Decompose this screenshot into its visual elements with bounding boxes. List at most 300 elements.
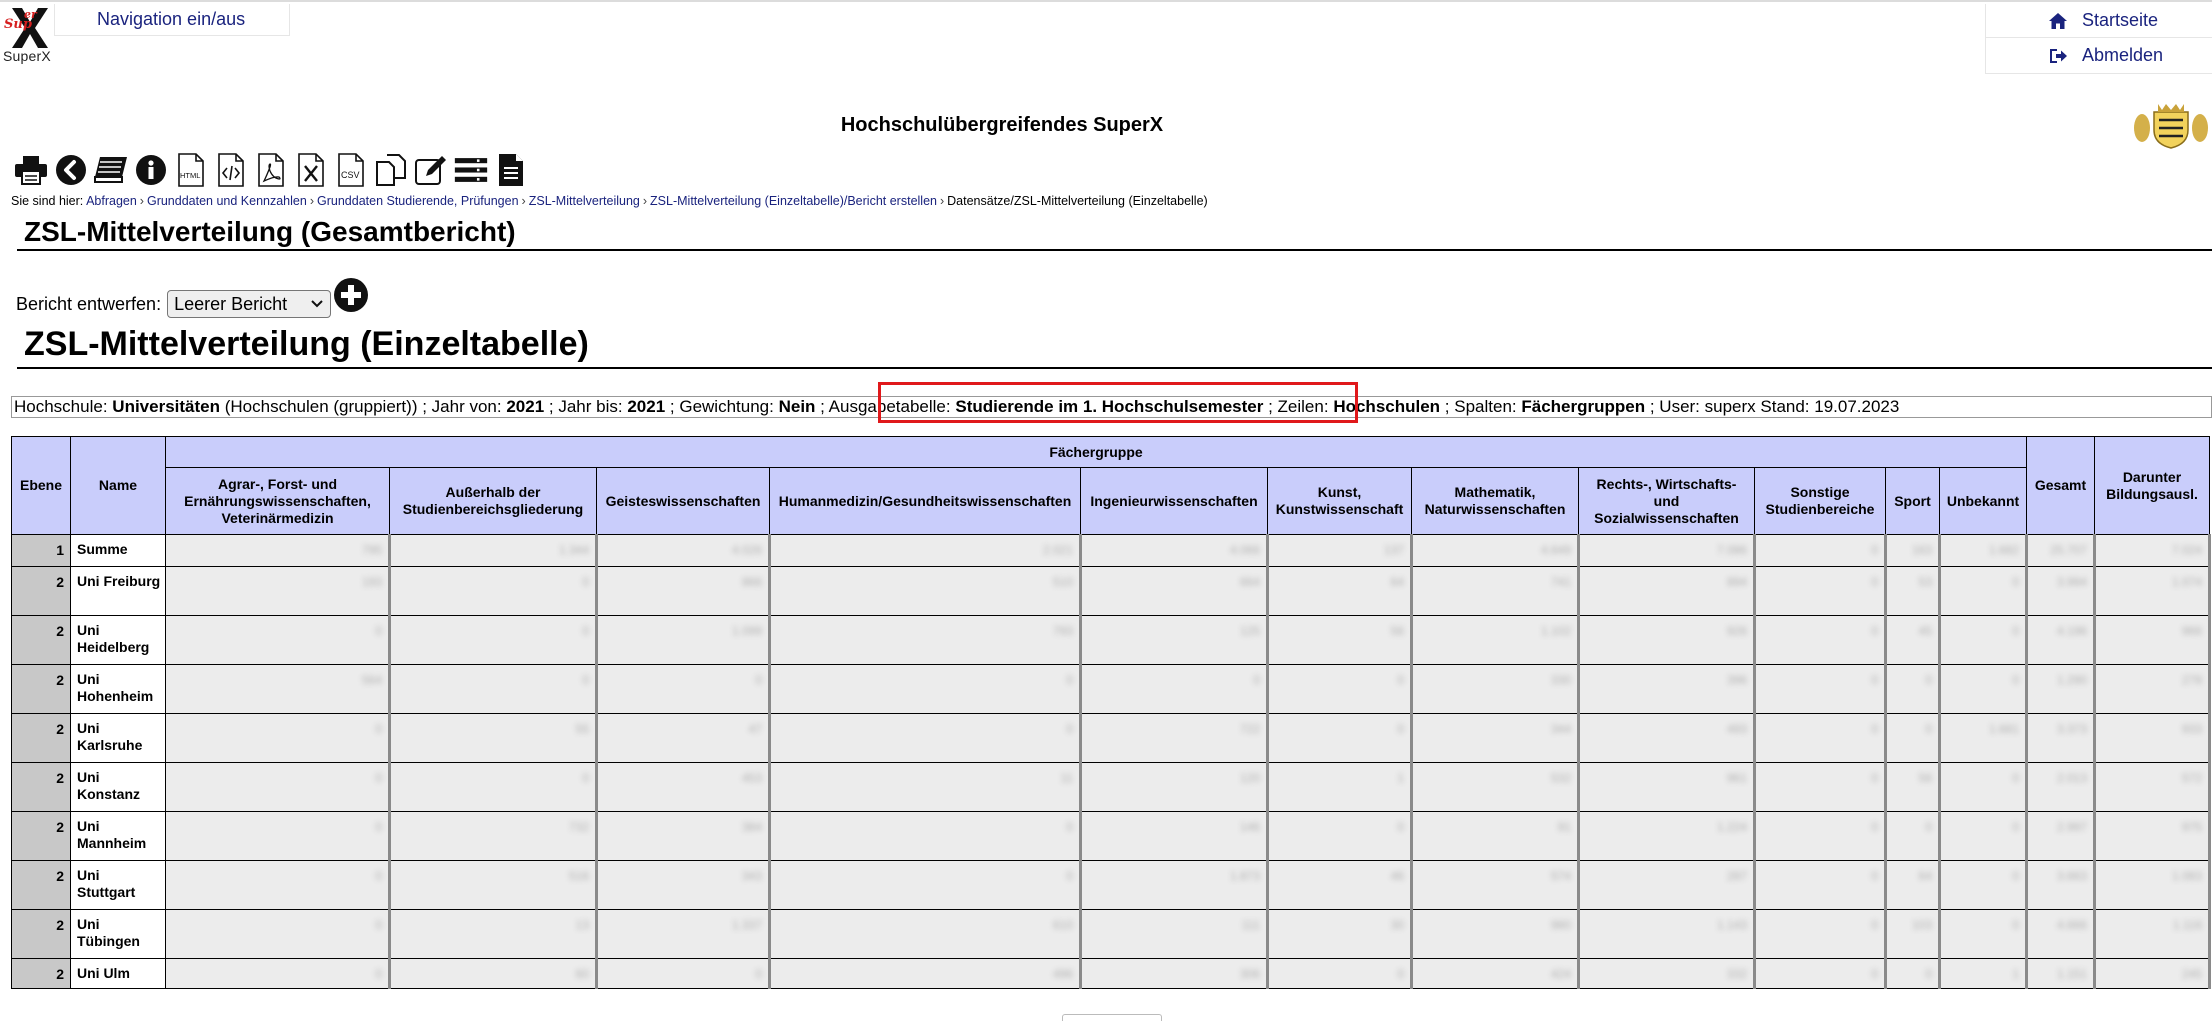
cell-name[interactable]: Uni Karlsruhe (71, 714, 166, 763)
cell-value-text: 0 (1925, 722, 1932, 736)
cell-value-text: 13 (575, 918, 589, 932)
chevron-down-icon (310, 299, 324, 309)
cell-value (166, 812, 390, 861)
cell-value (1755, 763, 1886, 812)
cell-value (1579, 763, 1755, 812)
csv-icon (337, 153, 365, 187)
cell-value (1412, 763, 1579, 812)
cell-value (390, 535, 597, 567)
cell-value-text: 64 (1918, 869, 1932, 883)
cell-value (1940, 714, 2027, 763)
col-header-subject[interactable]: Mathematik, Naturwissenschaften (1412, 468, 1579, 535)
print-button[interactable] (14, 152, 48, 188)
report-draft-label: Bericht entwerfen: (16, 293, 162, 314)
chevron-right-icon: › (521, 194, 526, 208)
cell-value-text: 0 (582, 673, 589, 687)
cell-value (2027, 861, 2095, 910)
cell-value (2095, 812, 2210, 861)
cell-value-text: 0 (1871, 722, 1878, 736)
cell-value (1268, 665, 1412, 714)
cell-value (1412, 567, 1579, 616)
cell-value-text: 64 (1390, 575, 1404, 589)
plus-circle-icon (333, 277, 369, 313)
cell-value-text: 56 (1390, 624, 1404, 638)
cell-name[interactable]: Uni Hohenheim (71, 665, 166, 714)
cell-name[interactable]: Uni Tübingen (71, 910, 166, 959)
cell-value-text: 278 (2181, 673, 2202, 687)
cell-value-text: 0 (2012, 673, 2019, 687)
cell-value (1940, 763, 2027, 812)
table-row (12, 910, 2210, 959)
cell-value-text: 496 (1052, 967, 1073, 981)
cell-value (1081, 616, 1268, 665)
cell-value (1886, 861, 1940, 910)
cell-value-text: 0 (1066, 722, 1073, 736)
html-export-button[interactable] (174, 152, 208, 188)
cell-value (1579, 665, 1755, 714)
cell-value-text: 1.102 (1540, 624, 1571, 638)
cell-value (166, 567, 390, 616)
cell-value-text: 0 (375, 869, 382, 883)
cell-value (166, 861, 390, 910)
cell-value (1081, 665, 1268, 714)
cell-value-text: 2.997 (2056, 820, 2087, 834)
navigation-toggle[interactable] (54, 4, 290, 36)
cell-value (1940, 812, 2027, 861)
cell-value (597, 910, 770, 959)
cell-value (770, 861, 1081, 910)
cell-value (1268, 567, 1412, 616)
pdf-export-button[interactable] (254, 152, 288, 188)
results-table-container (11, 436, 2211, 989)
cell-value (2027, 567, 2095, 616)
cell-value-text: 137 (1383, 543, 1404, 557)
chevron-right-icon: › (642, 194, 648, 208)
col-header-ebene[interactable]: Ebene (12, 437, 71, 535)
cell-value-text: 572 (2181, 771, 2202, 785)
table-row (12, 535, 2210, 567)
top-border (0, 0, 2212, 2)
cell-value (1081, 567, 1268, 616)
cell-value (1579, 861, 1755, 910)
cell-value-text: 0 (2012, 771, 2019, 785)
cell-value (1268, 616, 1412, 665)
col-header-subject[interactable]: Sonstige Studienbereiche (1755, 468, 1886, 535)
cell-value-text: 564 (361, 673, 382, 687)
html-icon (177, 153, 205, 187)
table-row (12, 567, 2210, 616)
cell-value (2095, 861, 2210, 910)
cell-value (390, 861, 597, 910)
cell-name[interactable]: Uni Freiburg (71, 567, 166, 616)
cell-name[interactable]: Summe (71, 535, 166, 567)
document-icon (497, 153, 525, 187)
cell-value-text: 111 (1241, 918, 1260, 932)
breadcrumb-link-studierende[interactable]: Grunddaten Studierende, Prüfungen (317, 194, 519, 208)
add-report-button[interactable] (333, 277, 369, 313)
chevron-right-icon: › (939, 194, 945, 208)
cell-value (1886, 535, 1940, 567)
breadcrumb-link-abfragen[interactable]: Abfragen (86, 194, 137, 208)
table-row (12, 812, 2210, 861)
cell-value (1579, 812, 1755, 861)
cell-value (1755, 665, 1886, 714)
cell-value (390, 714, 597, 763)
cell-value (1412, 616, 1579, 665)
cell-value (1268, 763, 1412, 812)
col-header-subject[interactable]: Geisteswissenschaften (597, 468, 770, 535)
cell-value (1940, 861, 2027, 910)
cell-value-text: 741 (1550, 575, 1571, 589)
cell-value-text: 1.143 (1716, 918, 1747, 932)
table-title: ZSL-Mittelverteilung (Einzeltabelle) (24, 325, 589, 363)
cell-value-text: 933 (2181, 722, 2202, 736)
cell-value-text: 53 (1918, 575, 1932, 589)
cell-value (2027, 959, 2095, 989)
cell-value-text: 4.066 (1229, 543, 1260, 557)
back-button[interactable] (54, 152, 88, 188)
cell-value (2095, 763, 2210, 812)
cell-value (1886, 812, 1940, 861)
cell-ebene: 2 (12, 959, 71, 989)
cell-value-text: 0 (1397, 673, 1404, 687)
cell-value-text: 4.666 (2056, 918, 2087, 932)
cell-value (770, 665, 1081, 714)
cell-value-text: 0 (2012, 624, 2019, 638)
cell-value (390, 812, 597, 861)
cell-value-text: 424 (1550, 967, 1571, 981)
cell-value-text: 0 (375, 771, 382, 785)
cell-value-text: 0 (375, 918, 382, 932)
col-header-subject[interactable]: Rechts-, Wirtschafts- und Sozialwissenschaften (1579, 468, 1755, 535)
cell-value-text: 0 (582, 575, 589, 589)
cell-value-text: 30 (1390, 918, 1404, 932)
xml-export-button[interactable] (214, 152, 248, 188)
cell-value (1886, 959, 1940, 989)
cell-value-text: 732 (568, 820, 589, 834)
cell-value (1081, 714, 1268, 763)
cell-value (1412, 535, 1579, 567)
toolbar (14, 150, 534, 190)
cell-value (166, 714, 390, 763)
breadcrumb (11, 194, 1208, 208)
breadcrumb-link-zsl[interactable]: ZSL-Mittelverteilung (528, 194, 640, 208)
books-button[interactable] (94, 152, 128, 188)
books-icon (94, 155, 128, 185)
cell-value-text: 0 (1925, 673, 1932, 687)
cell-value-text: 0 (375, 820, 382, 834)
cell-value (166, 616, 390, 665)
cell-value (1412, 714, 1579, 763)
list-icon (454, 154, 488, 186)
breadcrumb-link-grunddaten[interactable]: Grunddaten und Kennzahlen (146, 194, 307, 208)
cell-value-text: 1.083 (2171, 869, 2202, 883)
cell-value (1268, 910, 1412, 959)
cell-value (2027, 812, 2095, 861)
cell-ebene: 2 (12, 665, 71, 714)
cell-value (390, 959, 597, 989)
cell-value (2095, 910, 2210, 959)
cell-value-text: 1.873 (1229, 869, 1260, 883)
col-header-faechergruppe[interactable]: Fächergruppe (166, 437, 2027, 468)
info-icon (135, 154, 167, 186)
cell-ebene: 2 (12, 567, 71, 616)
col-header-subject[interactable]: Außerhalb der Studienbereichsgliederung (390, 468, 597, 535)
cell-value-text: 493 (1726, 722, 1747, 736)
cell-value (1755, 959, 1886, 989)
cell-value (166, 665, 390, 714)
cell-value (2095, 714, 2210, 763)
report-draft-select[interactable] (167, 290, 331, 318)
cell-value-text: 0 (1397, 722, 1404, 736)
logout-icon (2048, 46, 2068, 66)
cell-value-text: 0 (1253, 673, 1260, 687)
cell-name[interactable]: Uni Stuttgart (71, 861, 166, 910)
cell-value-text: 3.373 (2056, 722, 2087, 736)
cell-value-text: 0 (1871, 575, 1878, 589)
excel-icon (297, 153, 325, 187)
cell-value (2027, 535, 2095, 567)
cell-value-text: 0 (2012, 575, 2019, 589)
cell-value (1412, 910, 1579, 959)
cell-value-text: 795 (361, 543, 382, 557)
home-link-label: Startseite (2082, 10, 2159, 30)
info-button[interactable] (134, 152, 168, 188)
cell-value-text: 0 (755, 673, 762, 687)
breadcrumb-prefix: Sie sind hier: (11, 194, 84, 208)
cell-value (1886, 910, 1940, 959)
document-button[interactable] (494, 152, 528, 188)
cell-value (2095, 665, 2210, 714)
cell-value (597, 567, 770, 616)
cell-value (1579, 535, 1755, 567)
cell-value-text: 0 (375, 967, 382, 981)
report-draft-selected: Leerer Bericht (174, 293, 288, 314)
col-header-subject[interactable]: Unbekannt (1940, 468, 2027, 535)
col-header-darunter[interactable]: Darunter Bildungsausl. (2095, 437, 2210, 535)
cell-value-text: 344 (1550, 722, 1571, 736)
cell-value-text: 306 (1239, 967, 1260, 981)
cell-value (1940, 910, 2027, 959)
cell-value-text: 91 (1557, 820, 1571, 834)
cell-value (390, 665, 597, 714)
cell-value-text: 516 (568, 869, 589, 883)
csv-export-button[interactable] (334, 152, 368, 188)
cell-ebene: 2 (12, 861, 71, 910)
cell-value (770, 535, 1081, 567)
svg-text:HTML: HTML (180, 171, 201, 180)
cell-value (770, 763, 1081, 812)
col-header-subject[interactable]: Agrar-, Forst- und Ernährungswissenschaften, Veterinärmedizin (166, 468, 390, 535)
cell-value (166, 535, 390, 567)
report-draft (16, 290, 331, 318)
cell-value (1579, 616, 1755, 665)
cell-value (1081, 959, 1268, 989)
copy-icon (375, 154, 407, 186)
breadcrumb-current: Datensätze/ZSL-Mittelverteilung (Einzeltabelle) (947, 194, 1208, 208)
cell-value (1755, 714, 1886, 763)
cell-value (1579, 567, 1755, 616)
cell-value-text: 866 (741, 575, 762, 589)
cell-value-text: 11 (1060, 771, 1073, 785)
cell-value (2095, 567, 2210, 616)
cell-value-text: 55 (575, 722, 589, 736)
cell-name[interactable]: Uni Konstanz (71, 763, 166, 812)
top-right-menu (1985, 4, 2212, 74)
cell-value-text: 4.649 (1540, 543, 1571, 557)
edit-button[interactable] (414, 152, 448, 188)
logo-text: SuperX (3, 48, 51, 64)
cell-value (1940, 535, 2027, 567)
cell-value (1940, 665, 2027, 714)
home-icon (2048, 11, 2068, 31)
cell-value-text: 574 (1550, 869, 1571, 883)
logout-link[interactable] (1985, 38, 2212, 74)
cell-value (597, 535, 770, 567)
cell-value-text: 193 (361, 575, 382, 589)
col-header-name[interactable]: Name (71, 437, 166, 535)
cell-value (2095, 959, 2210, 989)
table-row (12, 959, 2210, 989)
cell-value (1412, 959, 1579, 989)
cell-value-text: 3.663 (2056, 869, 2087, 883)
cell-value (390, 910, 597, 959)
back-icon (55, 154, 87, 186)
logout-link-label: Abmelden (2082, 45, 2164, 65)
cell-value (390, 567, 597, 616)
copy-button[interactable] (374, 152, 408, 188)
filter-ausgabe-value: Studierende im 1. Hochschulsemester (955, 397, 1264, 416)
svg-text:Sup: Sup (4, 17, 32, 32)
cell-value (2027, 616, 2095, 665)
col-header-subject[interactable]: Kunst, Kunstwissenschaft (1268, 468, 1412, 535)
cell-value-text: 103 (1911, 918, 1932, 932)
cell-ebene: 1 (12, 535, 71, 567)
cell-value (1412, 665, 1579, 714)
filter-spalten-value: Fächergruppen (1521, 397, 1646, 416)
filter-user-stand: ; User: superx Stand: 19.07.2023 (1649, 397, 1900, 416)
cell-value-text: 722 (1239, 722, 1260, 736)
cell-value-text: 0 (582, 771, 589, 785)
cell-value (597, 812, 770, 861)
home-link[interactable] (1985, 4, 2212, 38)
print-icon (14, 155, 48, 185)
cell-value (1268, 535, 1412, 567)
cell-value-text: 332 (1726, 967, 1747, 981)
cell-value (597, 861, 770, 910)
chevron-right-icon: › (309, 194, 314, 208)
cell-value-text: 0 (755, 967, 762, 981)
cell-value-text: 0 (1871, 543, 1878, 557)
code-icon (217, 153, 245, 187)
cell-name[interactable]: Uni Mannheim (71, 812, 166, 861)
filter-gewichtung-label: ; Gewichtung: (669, 397, 774, 416)
cell-value-text: 0 (2012, 869, 2019, 883)
cell-value-text: 961 (1726, 771, 1747, 785)
bottom-button[interactable] (1062, 1014, 1162, 1021)
cell-value-text: 0 (1871, 624, 1878, 638)
filter-jahr-von-label: Jahr von: (431, 397, 502, 416)
col-header-subject[interactable]: Ingenieurwissenschaften (1081, 468, 1268, 535)
col-header-subject[interactable]: Humanmedizin/Gesundheitswissenschaften (770, 468, 1081, 535)
cell-value (1412, 861, 1579, 910)
cell-value-text: 343 (741, 869, 762, 883)
cell-ebene: 2 (12, 714, 71, 763)
cell-value-text: 396 (1726, 673, 1747, 687)
list-button[interactable] (454, 152, 488, 188)
cell-value-text: 384 (741, 820, 762, 834)
cell-value (597, 763, 770, 812)
cell-ebene: 2 (12, 616, 71, 665)
cell-value-text: 0 (1871, 820, 1878, 834)
cell-value-text: 330 (1550, 673, 1571, 687)
filter-jahr-bis-value: 2021 (627, 397, 666, 416)
highlight-box (878, 382, 1358, 423)
cell-value-text: 2.021 (1042, 543, 1073, 557)
cell-value (1940, 567, 2027, 616)
superx-logo-icon (2, 4, 54, 50)
cell-value (166, 763, 390, 812)
cell-value (1081, 910, 1268, 959)
cell-value-text: 0 (375, 722, 382, 736)
filter-zeilen-label: ; Zeilen: (1268, 397, 1329, 416)
cell-value (770, 959, 1081, 989)
cell-value-text: 1.344 (558, 543, 589, 557)
report-title: ZSL-Mittelverteilung (Gesamtbericht) (24, 216, 516, 247)
cell-value-text: 1.099 (731, 624, 762, 638)
cell-value-text: 4.196 (2056, 624, 2087, 638)
cell-value (1940, 959, 2027, 989)
filter-ausgabe-label: ; Ausgabetabelle: (820, 397, 951, 416)
cell-value (1268, 861, 1412, 910)
cell-value-text: 7.024 (2171, 543, 2202, 557)
cell-value (1081, 535, 1268, 567)
excel-export-button[interactable] (294, 152, 328, 188)
cell-value-text: 60 (575, 967, 589, 981)
cell-value-text: 0 (1871, 673, 1878, 687)
cell-value (1579, 714, 1755, 763)
cell-value (1940, 616, 2027, 665)
cell-value-text: 975 (2181, 820, 2202, 834)
cell-value (597, 665, 770, 714)
cell-value-text: 2.013 (2056, 771, 2087, 785)
cell-value (1886, 616, 1940, 665)
cell-value (1579, 910, 1755, 959)
cell-value-text: 1 (1397, 771, 1404, 785)
cell-value (390, 616, 597, 665)
cell-name[interactable]: Uni Heidelberg (71, 616, 166, 665)
breadcrumb-link-bericht-erstellen[interactable]: ZSL-Mittelverteilung (Einzeltabelle)/Bericht erstellen (650, 194, 937, 208)
filter-hochschule-label: Hochschule: (14, 397, 108, 416)
cell-value-text: 0 (582, 624, 589, 638)
site-title: Hochschulübergreifendes SuperX (840, 114, 1164, 136)
cell-value (1081, 812, 1268, 861)
svg-text:er: er (24, 8, 37, 21)
filter-zeilen-value: Hochschulen (1333, 397, 1441, 416)
cell-value (1081, 861, 1268, 910)
results-table (11, 436, 2211, 989)
filter-jahr-von-value: 2021 (506, 397, 545, 416)
cell-value-text: 125 (1239, 624, 1260, 638)
cell-value-text: 664 (1239, 575, 1260, 589)
cell-ebene: 2 (12, 910, 71, 959)
cell-name[interactable]: Uni Ulm (71, 959, 166, 989)
cell-value-text: 1.337 (731, 918, 762, 932)
col-header-subject[interactable]: Sport (1886, 468, 1940, 535)
chevron-right-icon: › (139, 194, 144, 208)
col-header-gesamt[interactable]: Gesamt (2027, 437, 2095, 535)
cell-value (1886, 567, 1940, 616)
